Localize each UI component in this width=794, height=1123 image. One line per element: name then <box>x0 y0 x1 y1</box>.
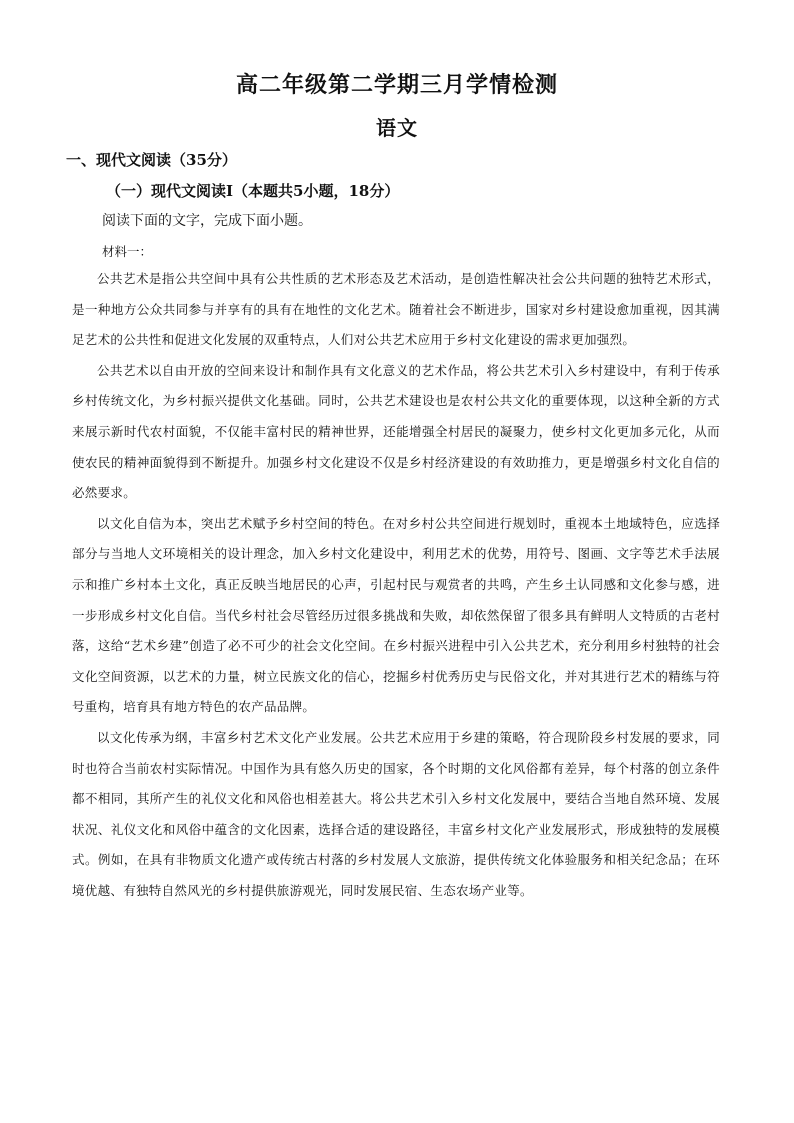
passage-paragraph: 公共艺术是指公共空间中具有公共性质的艺术形态及艺术活动，是创造性解决社会公共问题的独特艺术形式，是一种地方公众共同参与并享有的具有在地性的文化艺术。随着社会不断进步，国家对乡村建设愈加重视，因其满足艺术的公共性和促进文化发展的双重特点，人们对公共艺术应用于乡村文化建设的需求更加强烈。 <box>72 271 720 348</box>
material-label: 材料一： <box>102 244 153 259</box>
passage-paragraph: 以文化自信为本，突出艺术赋予乡村空间的特色。在对乡村公共空间进行规划时，重视本土地域特色，应选择部分与当地人文环境相关的设计理念，加入乡村文化建设中，利用艺术的优势，用符号、图画、文字等艺术手法展示和推广乡村本土文化，真正反映当地居民的心声，引起村民与观赏者的共鸣，产生乡土认同感和文化参与感，进一步形成乡村文化自信。当代乡村社会尽管经历过很多挑战和失败，却依然保留了很多具有鲜明人文特质的古老村落，这给“艺术乡建”创造了必不可少的社会文化空间。在乡村振兴进程中引入公共艺术，充分利用乡村独特的社会文化空间资源，以艺术的力量，树立民族文化的信心，挖掘乡村优秀历史与民俗文化，并对其进行艺术的精练与符号重构，培育具有地方特色的农产品品牌。 <box>72 515 720 715</box>
passage-paragraph: 公共艺术以自由开放的空间来设计和制作具有文化意义的艺术作品，将公共艺术引入乡村建设中，有利于传承乡村传统文化，为乡村振兴提供文化基础。同时，公共艺术建设也是农村公共文化的重要体现，以这种全新的方式来展示新时代农村面貌，不仅能丰富村民的精神世界，还能增强全村居民的凝聚力，使乡村文化更加多元化，从而使农民的精神面貌得到不断提升。加强乡村文化建设不仅是乡村经济建设的有效助推力，更是增强乡村文化自信的必然要求。 <box>72 362 720 501</box>
passage-paragraph: 以文化传承为纲，丰富乡村艺术文化产业发展。公共艺术应用于乡建的策略，符合现阶段乡村发展的要求，同时也符合当前农村实际情况。中国作为具有悠久历史的国家，各个时期的文化风俗都有差异，每个村落的创立条件都不相同，其所产生的礼仪文化和风俗也相差甚大。将公共艺术引入乡村文化发展中，要结合当地自然环境、发展状况、礼仪文化和风俗中蕴含的文化因素，选择合适的建设路径，丰富乡村文化产业发展形式，形成独特的发展模式。例如，在具有非物质文化遗产或传统古村落的乡村发展人文旅游，提供传统文化体验服务和相关纪念品；在环境优越、有独特自然风光的乡村提供旅游观光，同时发展民宿、生态农场产业等。 <box>72 729 720 898</box>
subsection-heading: （一）现代文阅读Ⅰ（本题共5小题，18分） <box>106 182 400 200</box>
passage-body <box>72 264 720 906</box>
exam-title: 高二年级第二学期三月学情检测 <box>235 72 558 98</box>
section-heading: 一、现代文阅读（35分） <box>66 151 237 169</box>
subject-title: 语文 <box>376 116 418 140</box>
reading-instruction: 阅读下面的文字，完成下面小题。 <box>102 213 312 229</box>
